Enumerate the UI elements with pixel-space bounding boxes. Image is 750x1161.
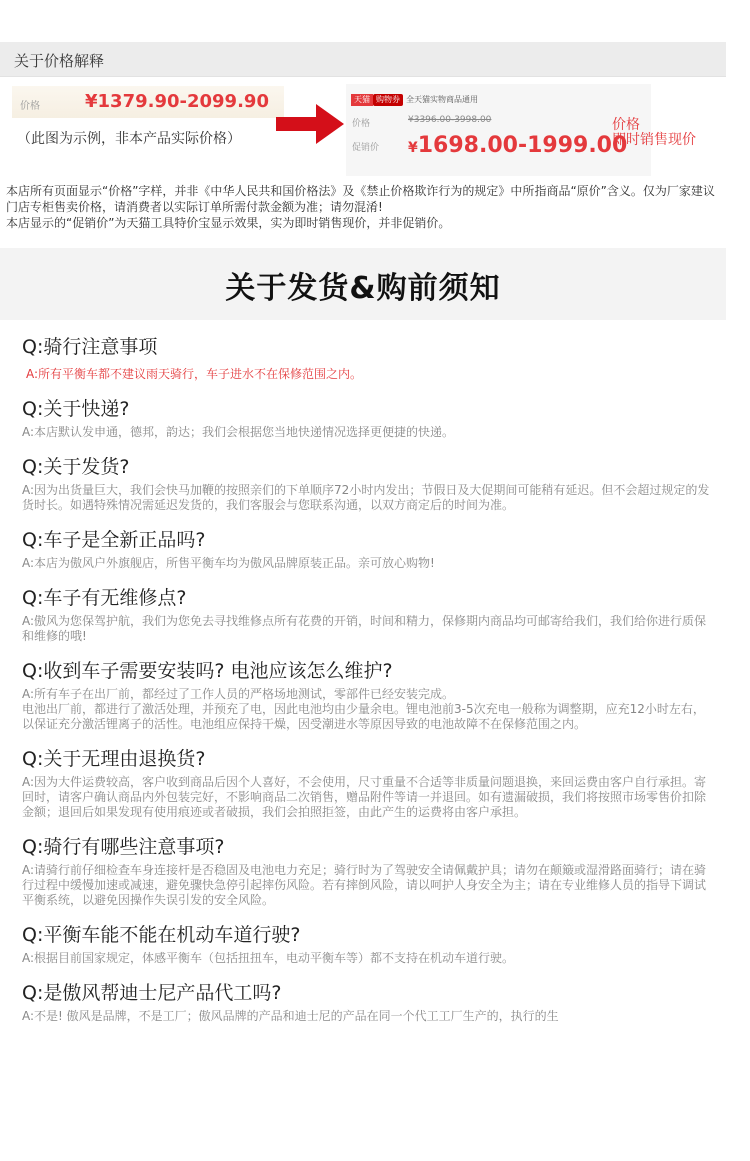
demo-price-label: 价格 — [20, 101, 40, 112]
faq-answer — [22, 367, 712, 382]
price-explanation-title: 关于价格解释 — [14, 52, 105, 70]
annotation-line: 价格 — [612, 117, 640, 133]
faq-answer-line: A:所有车子在出厂前，都经过了工作人员的严格场地测试，零部件已经安装完成。 — [22, 687, 455, 701]
promo-price-value: 1698.00-1999.00 — [417, 133, 628, 158]
price-description — [6, 183, 722, 231]
tmall-tag: 天猫 — [351, 94, 373, 106]
faq-item — [22, 334, 712, 382]
coupon-tag-text: 全天猫实物商品通用 — [406, 95, 478, 104]
faq-question: Q:关于无理由退换货? — [22, 748, 206, 770]
faq-item — [22, 396, 712, 440]
faq-question: Q:骑行注意事项 — [22, 336, 158, 358]
price-annotation — [612, 118, 696, 148]
demo-price-value: ¥1379.90-2099.90 — [85, 91, 269, 112]
faq-answer — [22, 951, 712, 966]
faq-answer — [22, 687, 712, 732]
faq-item — [22, 527, 712, 571]
faq-question: Q:关于快递? — [22, 398, 130, 420]
faq-item — [22, 658, 712, 732]
demo-tags — [351, 94, 478, 108]
faq-item — [22, 454, 712, 513]
section-banner — [0, 248, 726, 320]
faq-answer-line: 电池出厂前，都进行了激活处理，并预充了电，因此电池均由少量余电。锂电池前3-5次充电一般称为调整期，应充12小时左右，以保证充分激活锂离子的活性。电池组应保持干燥，因受潮进水等原因导致的电池故障不在保修范围之内。 — [22, 702, 705, 731]
faq-answer-line: A:本店默认发申通，德邦，韵达；我们会根据您当地快递情况选择更便捷的快递。 — [22, 425, 455, 439]
faq-answer — [22, 483, 712, 513]
coupon-tag: 购物券 — [373, 94, 403, 106]
faq-answer — [22, 775, 712, 820]
faq-item — [22, 746, 712, 820]
demo-price-box-left — [12, 86, 284, 118]
faq-answer-line: A:请骑行前仔细检查车身连接杆是否稳固及电池电力充足；骑行时为了驾驶安全请佩戴护具；请勿在颠簸或湿滑路面骑行；请在骑行过程中缓慢加速或减速，避免骤快急停引起摔伤风险。若有摔倒风险，请以呵护人身安全为主；请在专业维修人员的指导下调试平衡系统，以避免因操作失误引发的安全风险。 — [22, 863, 707, 907]
faq-item — [22, 834, 712, 908]
faq-question: Q:骑行有哪些注意事项? — [22, 836, 225, 858]
faq-answer-line: A:所有平衡车都不建议雨天骑行，车子进水不在保修范围之内。 — [26, 367, 363, 381]
faq-question: Q:是傲风帮迪士尼产品代工吗? — [22, 982, 282, 1004]
faq-answer-line: A:傲风为您保驾护航，我们为您免去寻找维修点所有花费的开销，时间和精力，保修期内商品均可邮寄给我们，我们给你进行质保和维修的哦! — [22, 614, 707, 643]
arrow-right-icon — [276, 102, 346, 146]
demo-note: （此图为示例，非本产品实际价格） — [17, 131, 241, 147]
faq-answer-line: A:本店为傲风户外旗舰店，所售平衡车均为傲风品牌原装正品。亲可放心购物! — [22, 556, 435, 570]
faq-question: Q:关于发货? — [22, 456, 130, 478]
faq-answer-line: A:因为大件运费较高，客户收到商品后因个人喜好，不会使用，尺寸重量不合适等非质量问题退换，来回运费由客户自行承担。寄回时，请客户确认商品内外包装完好，不影响商品二次销售，赠品附件等请一并退回。如有遗漏破损，我们将按照市场零售价扣除金额；退回后如果发现有使用痕迹或者破损，我们会拍照拒签，由此产生的运费将由客户承担。 — [22, 775, 707, 819]
banner-title: 关于发货&购前须知 — [225, 271, 501, 306]
faq-question: Q:收到车子需要安装吗? 电池应该怎么维护? — [22, 660, 393, 682]
faq-item — [22, 980, 712, 1024]
faq-answer — [22, 556, 712, 571]
demo-promo-label: 促销价 — [352, 143, 380, 153]
faq-answer — [22, 425, 712, 440]
faq-answer-line: A:不是! 傲风是品牌，不是工厂；傲风品牌的产品和迪士尼的产品在同一个代工工厂生产的，执行的生 — [22, 1009, 559, 1023]
faq-answer — [22, 1009, 712, 1024]
price-explanation-section — [0, 0, 750, 245]
demo-original-price: ¥3396.00-3998.00 — [408, 115, 492, 125]
demo-price-box-right — [346, 84, 651, 176]
demo-promo-price — [408, 133, 627, 158]
faq-question: Q:车子是全新正品吗? — [22, 529, 206, 551]
faq-question: Q:平衡车能不能在机动车道行驶? — [22, 924, 301, 946]
faq-item — [22, 922, 712, 966]
faq-answer-line: A:根据目前国家规定，体感平衡车（包括扭扭车，电动平衡车等）都不支持在机动车道行驶。 — [22, 951, 515, 965]
annotation-line: 即时销售现价 — [612, 132, 696, 148]
demo-original-price-label: 价格 — [352, 119, 371, 129]
faq-answer — [22, 863, 712, 908]
description-paragraph: 本店所有页面显示“价格”字样，并非《中华人民共和国价格法》及《禁止价格欺诈行为的规定》中所指商品“原价”含义。仅为厂家建议门店专柜售卖价格，请消费者以实际订单所需付款金额为准；请勿混淆! — [6, 184, 715, 214]
faq-answer-line: A:因为出货量巨大，我们会快马加鞭的按照亲们的下单顺序72小时内发出；节假日及大促期间可能稍有延迟。但不会超过规定的发货时长。如遇特殊情况需延迟发货的，我们客服会与您联系沟通，以双方商定后的时间为准。 — [22, 483, 710, 512]
faq-item — [22, 585, 712, 644]
faq-question: Q:车子有无维修点? — [22, 587, 187, 609]
price-explanation-header — [0, 42, 726, 77]
description-paragraph: 本店显示的“促销价”为天猫工具特价宝显示效果，实为即时销售现价，并非促销价。 — [6, 216, 451, 230]
promo-currency: ¥ — [408, 140, 418, 156]
faq-answer — [22, 614, 712, 644]
faq-list — [22, 334, 712, 1038]
